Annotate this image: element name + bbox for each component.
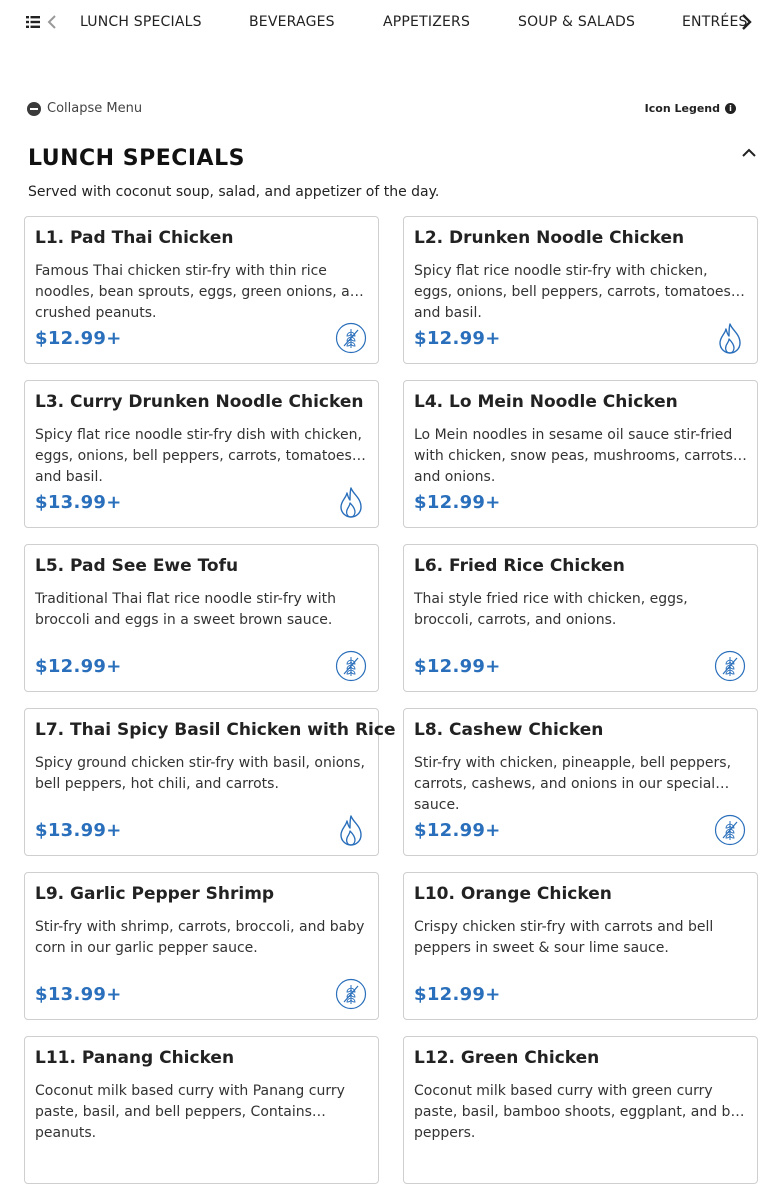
gluten-free-icon xyxy=(335,978,367,1010)
gluten-free-icon xyxy=(714,814,746,846)
tab-entrees[interactable]: ENTRÉES xyxy=(682,14,748,30)
menu-item-card[interactable] xyxy=(403,708,758,856)
category-tabs xyxy=(64,0,748,46)
spicy-icon xyxy=(335,814,367,846)
menu-item-name: L8. Cashew Chicken xyxy=(414,720,604,740)
menu-item-name: L7. Thai Spicy Basil Chicken with Rice xyxy=(35,720,396,740)
tab-appetizers[interactable]: APPETIZERS xyxy=(383,14,471,30)
chevron-up-icon[interactable] xyxy=(740,145,758,159)
menu-item-description: Stir-fry with chicken, pineapple, bell peppers, carrots, cashews, and onions in our special sauce. xyxy=(414,755,732,813)
menu-item-card[interactable] xyxy=(403,216,758,364)
menu-item-description: Spicy flat rice noodle stir-fry with chicken, eggs, onions, bell peppers, carrots, tomatoes and basil. xyxy=(414,263,731,321)
section-title: LUNCH SPECIALS xyxy=(28,146,245,171)
menu-item-price: $12.99+ xyxy=(414,656,501,677)
tab-beverages[interactable]: BEVERAGES xyxy=(249,14,335,30)
menu-item-description: Thai style fried rice with chicken, eggs, broccoli, carrots, and onions. xyxy=(414,591,688,628)
menu-item-card[interactable] xyxy=(24,216,379,364)
tab-lunch-specials[interactable]: LUNCH SPECIALS xyxy=(80,14,202,30)
menu-item-description: Coconut milk based curry with green curry paste, basil, bamboo shoots, eggplant, and bell peppers. xyxy=(414,1083,747,1141)
menu-item-description: Coconut milk based curry with Panang curry paste, basil, and bell peppers, Contains peanuts. xyxy=(35,1083,345,1141)
icon-legend-label: Icon Legend xyxy=(644,102,720,115)
menu-item-description: Spicy ground chicken stir-fry with basil, onions, bell peppers, hot chili, and carrots. xyxy=(35,755,365,792)
menu-item-name: L5. Pad See Ewe Tofu xyxy=(35,556,239,576)
menu-item-name: L4. Lo Mein Noodle Chicken xyxy=(414,392,678,412)
minus-circle-icon xyxy=(27,102,41,116)
icon-legend-button[interactable] xyxy=(645,102,736,115)
menu-item-price: $13.99+ xyxy=(35,984,122,1005)
menu-item-card[interactable] xyxy=(403,380,758,528)
menu-item-price: $12.99+ xyxy=(414,328,501,349)
menu-item-description: Stir-fry with shrimp, carrots, broccoli, and baby corn in our garlic pepper sauce. xyxy=(35,919,365,956)
menu-item-price: $12.99+ xyxy=(414,984,501,1005)
menu-item-price: $12.99+ xyxy=(414,820,501,841)
menu-item-name: L2. Drunken Noodle Chicken xyxy=(414,228,685,248)
menu-item-name: L3. Curry Drunken Noodle Chicken xyxy=(35,392,364,412)
menu-item-card[interactable] xyxy=(24,380,379,528)
menu-item-name: L11. Panang Chicken xyxy=(35,1048,235,1068)
menu-item-card[interactable] xyxy=(403,544,758,692)
menu-item-name: L12. Green Chicken xyxy=(414,1048,600,1068)
menu-item-price: $13.99+ xyxy=(35,820,122,841)
chevron-left-icon[interactable] xyxy=(46,14,58,30)
menu-item-name: L9. Garlic Pepper Shrimp xyxy=(35,884,275,904)
info-icon: i xyxy=(725,103,736,114)
menu-item-price: $12.99+ xyxy=(35,328,122,349)
menu-item-description: Spicy flat rice noodle stir-fry dish with chicken, eggs, onions, bell peppers, carrots, tomatoes and basil. xyxy=(35,427,362,485)
tab-soup-salads[interactable]: SOUP & SALADS xyxy=(518,14,636,30)
menu-item-description: Crispy chicken stir-fry with carrots and bell peppers in sweet & sour lime sauce. xyxy=(414,919,714,956)
gluten-free-icon xyxy=(335,322,367,354)
menu-item-name: L6. Fried Rice Chicken xyxy=(414,556,625,576)
menu-item-name: L1. Pad Thai Chicken xyxy=(35,228,234,248)
menu-item-description: Famous Thai chicken stir-fry with thin rice noodles, bean sprouts, eggs, green onions, and crushed peanuts. xyxy=(35,263,368,321)
collapse-menu-label: Collapse Menu xyxy=(47,101,143,116)
menu-item-price: $12.99+ xyxy=(35,656,122,677)
gluten-free-icon xyxy=(335,650,367,682)
gluten-free-icon xyxy=(714,650,746,682)
menu-item-description: Lo Mein noodles in sesame oil sauce stir-fried with chicken, snow peas, mushrooms, carrots and onions. xyxy=(414,427,733,485)
menu-item-description: Traditional Thai flat rice noodle stir-fry with broccoli and eggs in a sweet brown sauce. xyxy=(35,591,336,628)
list-menu-icon[interactable] xyxy=(26,15,40,29)
collapse-menu-button[interactable] xyxy=(27,101,142,116)
section-description: Served with coconut soup, salad, and appetizer of the day. xyxy=(28,184,440,200)
menu-item-card[interactable] xyxy=(403,1036,758,1184)
menu-item-name: L10. Orange Chicken xyxy=(414,884,612,904)
menu-item-card[interactable] xyxy=(24,544,379,692)
menu-item-card[interactable] xyxy=(403,872,758,1020)
spicy-icon xyxy=(714,322,746,354)
menu-item-price: $13.99+ xyxy=(35,492,122,513)
menu-item-price: $12.99+ xyxy=(414,492,501,513)
menu-item-card[interactable] xyxy=(24,872,379,1020)
spicy-icon xyxy=(335,486,367,518)
category-nav xyxy=(0,0,782,46)
chevron-right-icon[interactable] xyxy=(738,13,754,31)
menu-item-card[interactable] xyxy=(24,1036,379,1184)
menu-item-card[interactable] xyxy=(24,708,396,856)
